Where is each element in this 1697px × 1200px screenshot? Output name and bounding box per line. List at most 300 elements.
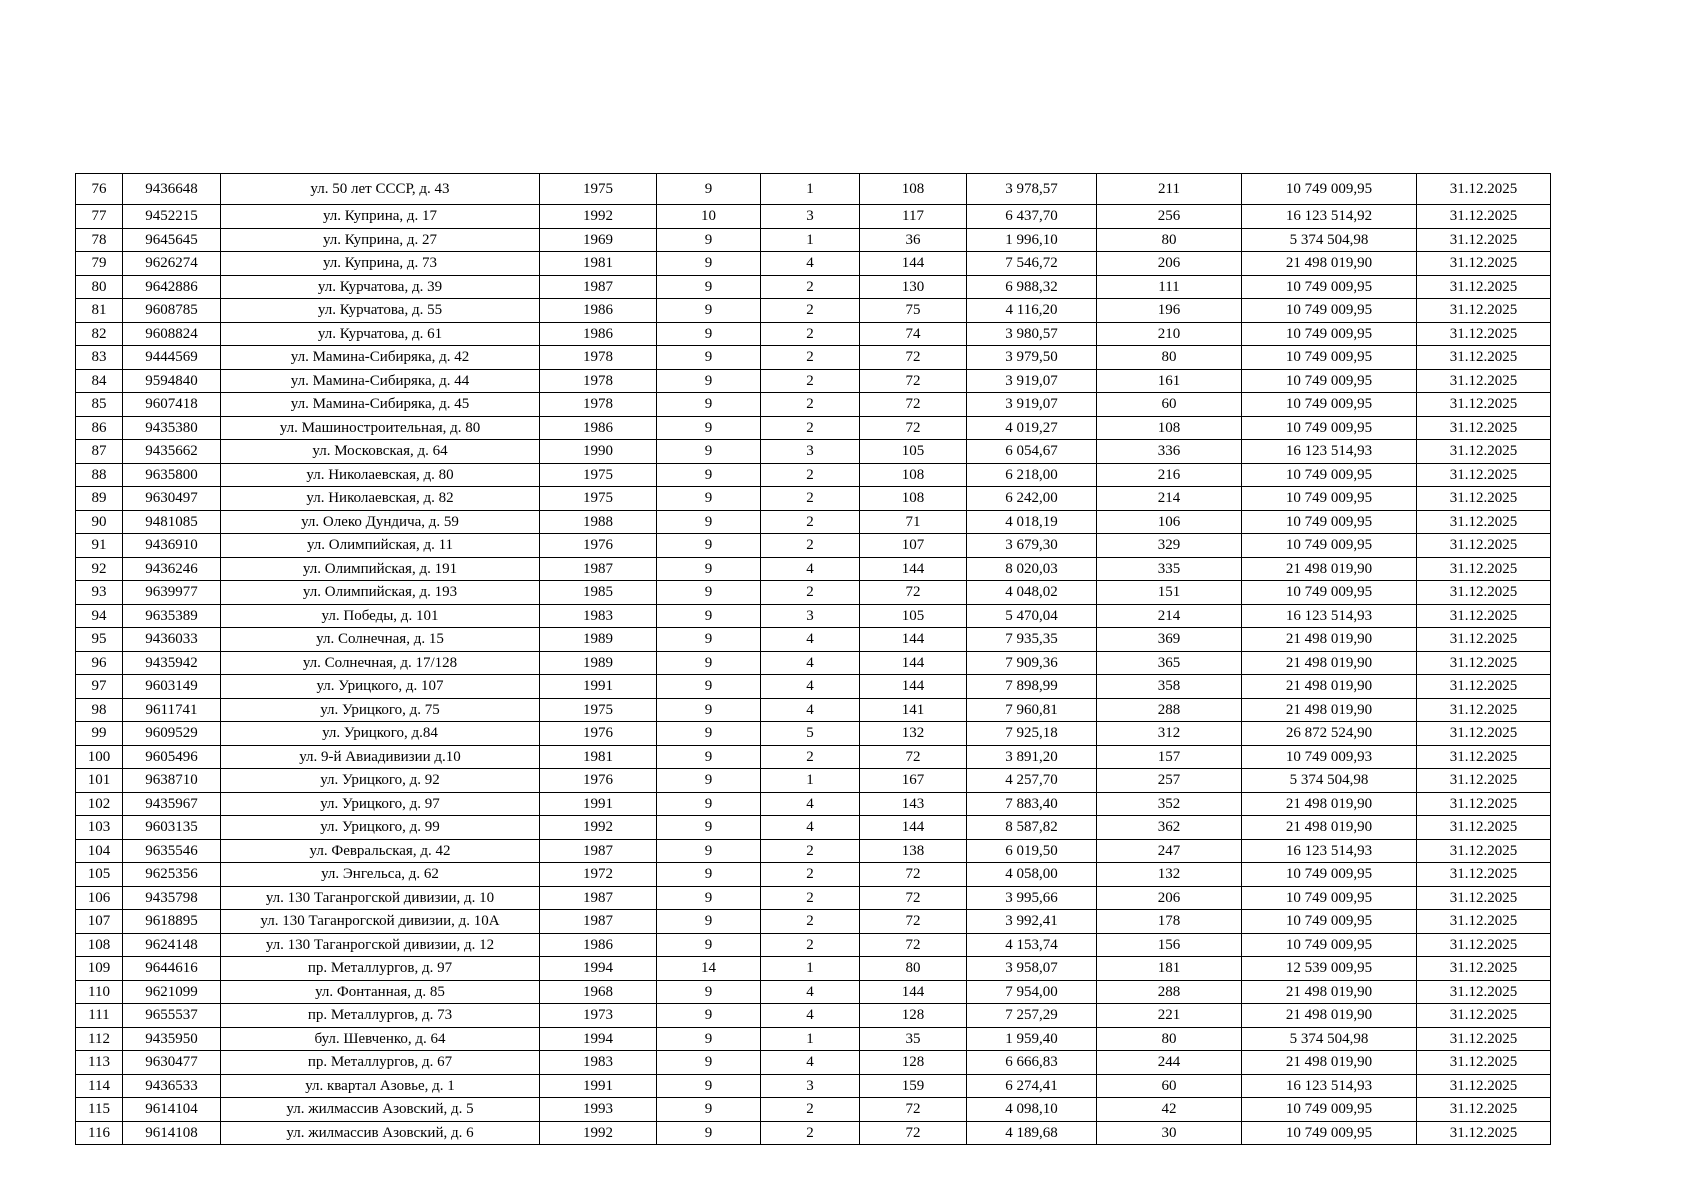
- object-id-cell: 9621099: [123, 980, 221, 1004]
- entrances-cell: 2: [761, 393, 860, 417]
- object-id-cell: 9436648: [123, 174, 221, 205]
- area-cell: 6 666,83: [967, 1051, 1097, 1075]
- address-cell: ул. Николаевская, д. 82: [221, 487, 540, 511]
- amount-cell: 21 498 019,90: [1242, 816, 1417, 840]
- address-cell: ул. Солнечная, д. 15: [221, 628, 540, 652]
- amount-cell: 10 749 009,95: [1242, 863, 1417, 887]
- area-cell: 7 954,00: [967, 980, 1097, 1004]
- row-number-cell: 86: [76, 416, 123, 440]
- residents-cell: 181: [1097, 957, 1242, 981]
- area-cell: 5 470,04: [967, 604, 1097, 628]
- apartments-cell: 72: [860, 1098, 967, 1122]
- row-number-cell: 77: [76, 205, 123, 229]
- year-built-cell: 1973: [540, 1004, 657, 1028]
- deadline-cell: 31.12.2025: [1417, 487, 1551, 511]
- entrances-cell: 2: [761, 1121, 860, 1145]
- floors-cell: 9: [657, 604, 761, 628]
- amount-cell: 26 872 524,90: [1242, 722, 1417, 746]
- year-built-cell: 1987: [540, 910, 657, 934]
- deadline-cell: 31.12.2025: [1417, 1051, 1551, 1075]
- amount-cell: 10 749 009,95: [1242, 534, 1417, 558]
- residents-cell: 111: [1097, 275, 1242, 299]
- table-row: [76, 510, 1551, 534]
- apartments-cell: 138: [860, 839, 967, 863]
- residents-cell: 369: [1097, 628, 1242, 652]
- amount-cell: 12 539 009,95: [1242, 957, 1417, 981]
- year-built-cell: 1986: [540, 322, 657, 346]
- table-row: [76, 416, 1551, 440]
- area-cell: 4 098,10: [967, 1098, 1097, 1122]
- floors-cell: 9: [657, 174, 761, 205]
- area-cell: 7 925,18: [967, 722, 1097, 746]
- object-id-cell: 9481085: [123, 510, 221, 534]
- year-built-cell: 1978: [540, 393, 657, 417]
- apartments-cell: 144: [860, 980, 967, 1004]
- address-cell: ул. Урицкого, д. 97: [221, 792, 540, 816]
- residents-cell: 30: [1097, 1121, 1242, 1145]
- floors-cell: 9: [657, 1074, 761, 1098]
- deadline-cell: 31.12.2025: [1417, 369, 1551, 393]
- area-cell: 4 189,68: [967, 1121, 1097, 1145]
- table-row: [76, 745, 1551, 769]
- residents-cell: 80: [1097, 228, 1242, 252]
- address-cell: ул. Мамина-Сибиряка, д. 42: [221, 346, 540, 370]
- deadline-cell: 31.12.2025: [1417, 651, 1551, 675]
- row-number-cell: 88: [76, 463, 123, 487]
- area-cell: 3 992,41: [967, 910, 1097, 934]
- residents-cell: 80: [1097, 1027, 1242, 1051]
- object-id-cell: 9452215: [123, 205, 221, 229]
- area-cell: 8 587,82: [967, 816, 1097, 840]
- address-cell: ул. Энгельса, д. 62: [221, 863, 540, 887]
- entrances-cell: 4: [761, 628, 860, 652]
- apartments-cell: 167: [860, 769, 967, 793]
- amount-cell: 21 498 019,90: [1242, 628, 1417, 652]
- entrances-cell: 5: [761, 722, 860, 746]
- apartments-cell: 108: [860, 463, 967, 487]
- deadline-cell: 31.12.2025: [1417, 299, 1551, 323]
- year-built-cell: 1987: [540, 557, 657, 581]
- residents-cell: 210: [1097, 322, 1242, 346]
- entrances-cell: 4: [761, 557, 860, 581]
- entrances-cell: 3: [761, 1074, 860, 1098]
- year-built-cell: 1976: [540, 722, 657, 746]
- table-row: [76, 863, 1551, 887]
- year-built-cell: 1976: [540, 534, 657, 558]
- floors-cell: 9: [657, 581, 761, 605]
- amount-cell: 10 749 009,95: [1242, 416, 1417, 440]
- deadline-cell: 31.12.2025: [1417, 675, 1551, 699]
- object-id-cell: 9608785: [123, 299, 221, 323]
- residents-cell: 80: [1097, 346, 1242, 370]
- entrances-cell: 2: [761, 510, 860, 534]
- object-id-cell: 9603149: [123, 675, 221, 699]
- residents-cell: 288: [1097, 980, 1242, 1004]
- row-number-cell: 87: [76, 440, 123, 464]
- area-cell: 6 054,67: [967, 440, 1097, 464]
- address-cell: ул. Куприна, д. 27: [221, 228, 540, 252]
- area-cell: 3 958,07: [967, 957, 1097, 981]
- deadline-cell: 31.12.2025: [1417, 745, 1551, 769]
- address-cell: ул. Машиностроительная, д. 80: [221, 416, 540, 440]
- residents-cell: 336: [1097, 440, 1242, 464]
- deadline-cell: 31.12.2025: [1417, 792, 1551, 816]
- row-number-cell: 106: [76, 886, 123, 910]
- deadline-cell: 31.12.2025: [1417, 1098, 1551, 1122]
- table-row: [76, 322, 1551, 346]
- deadline-cell: 31.12.2025: [1417, 910, 1551, 934]
- row-number-cell: 112: [76, 1027, 123, 1051]
- object-id-cell: 9605496: [123, 745, 221, 769]
- entrances-cell: 2: [761, 745, 860, 769]
- area-cell: 3 995,66: [967, 886, 1097, 910]
- table-body: [76, 174, 1551, 1145]
- address-cell: ул. Олимпийская, д. 191: [221, 557, 540, 581]
- year-built-cell: 1985: [540, 581, 657, 605]
- apartments-cell: 144: [860, 252, 967, 276]
- deadline-cell: 31.12.2025: [1417, 980, 1551, 1004]
- area-cell: 4 048,02: [967, 581, 1097, 605]
- address-cell: ул. 130 Таганрогской дивизии, д. 12: [221, 933, 540, 957]
- row-number-cell: 98: [76, 698, 123, 722]
- amount-cell: 10 749 009,95: [1242, 1098, 1417, 1122]
- amount-cell: 10 749 009,95: [1242, 346, 1417, 370]
- object-id-cell: 9645645: [123, 228, 221, 252]
- entrances-cell: 2: [761, 416, 860, 440]
- amount-cell: 10 749 009,95: [1242, 910, 1417, 934]
- floors-cell: 9: [657, 816, 761, 840]
- amount-cell: 10 749 009,95: [1242, 581, 1417, 605]
- apartments-cell: 72: [860, 393, 967, 417]
- object-id-cell: 9644616: [123, 957, 221, 981]
- year-built-cell: 1991: [540, 675, 657, 699]
- floors-cell: 9: [657, 863, 761, 887]
- floors-cell: 9: [657, 510, 761, 534]
- amount-cell: 5 374 504,98: [1242, 1027, 1417, 1051]
- address-cell: ул. Николаевская, д. 80: [221, 463, 540, 487]
- row-number-cell: 96: [76, 651, 123, 675]
- apartments-cell: 72: [860, 416, 967, 440]
- entrances-cell: 2: [761, 581, 860, 605]
- entrances-cell: 3: [761, 440, 860, 464]
- entrances-cell: 2: [761, 839, 860, 863]
- residents-cell: 257: [1097, 769, 1242, 793]
- residents-cell: 256: [1097, 205, 1242, 229]
- object-id-cell: 9444569: [123, 346, 221, 370]
- apartments-cell: 72: [860, 369, 967, 393]
- deadline-cell: 31.12.2025: [1417, 228, 1551, 252]
- year-built-cell: 1992: [540, 1121, 657, 1145]
- floors-cell: 9: [657, 1027, 761, 1051]
- apartments-cell: 144: [860, 557, 967, 581]
- address-cell: ул. жилмассив Азовский, д. 5: [221, 1098, 540, 1122]
- table-row: [76, 463, 1551, 487]
- floors-cell: 9: [657, 299, 761, 323]
- year-built-cell: 1981: [540, 252, 657, 276]
- table-row: [76, 1004, 1551, 1028]
- deadline-cell: 31.12.2025: [1417, 581, 1551, 605]
- amount-cell: 21 498 019,90: [1242, 980, 1417, 1004]
- table-row: [76, 604, 1551, 628]
- apartments-cell: 144: [860, 675, 967, 699]
- deadline-cell: 31.12.2025: [1417, 698, 1551, 722]
- row-number-cell: 83: [76, 346, 123, 370]
- object-id-cell: 9655537: [123, 1004, 221, 1028]
- area-cell: 7 257,29: [967, 1004, 1097, 1028]
- row-number-cell: 78: [76, 228, 123, 252]
- table-row: [76, 957, 1551, 981]
- year-built-cell: 1986: [540, 416, 657, 440]
- floors-cell: 9: [657, 463, 761, 487]
- apartments-cell: 72: [860, 863, 967, 887]
- table-row: [76, 651, 1551, 675]
- entrances-cell: 4: [761, 816, 860, 840]
- object-id-cell: 9435950: [123, 1027, 221, 1051]
- object-id-cell: 9436033: [123, 628, 221, 652]
- object-id-cell: 9626274: [123, 252, 221, 276]
- address-cell: ул. Фонтанная, д. 85: [221, 980, 540, 1004]
- entrances-cell: 3: [761, 205, 860, 229]
- table-row: [76, 581, 1551, 605]
- residents-cell: 329: [1097, 534, 1242, 558]
- table-row: [76, 369, 1551, 393]
- apartments-cell: 72: [860, 886, 967, 910]
- entrances-cell: 3: [761, 604, 860, 628]
- deadline-cell: 31.12.2025: [1417, 1004, 1551, 1028]
- address-cell: бул. Шевченко, д. 64: [221, 1027, 540, 1051]
- residents-cell: 221: [1097, 1004, 1242, 1028]
- floors-cell: 9: [657, 322, 761, 346]
- table-row: [76, 487, 1551, 511]
- deadline-cell: 31.12.2025: [1417, 604, 1551, 628]
- floors-cell: 9: [657, 910, 761, 934]
- deadline-cell: 31.12.2025: [1417, 628, 1551, 652]
- amount-cell: 10 749 009,95: [1242, 322, 1417, 346]
- residents-cell: 244: [1097, 1051, 1242, 1075]
- residents-cell: 151: [1097, 581, 1242, 605]
- row-number-cell: 115: [76, 1098, 123, 1122]
- floors-cell: 9: [657, 839, 761, 863]
- row-number-cell: 109: [76, 957, 123, 981]
- table-row: [76, 393, 1551, 417]
- area-cell: 1 959,40: [967, 1027, 1097, 1051]
- table-row: [76, 174, 1551, 205]
- area-cell: 6 274,41: [967, 1074, 1097, 1098]
- amount-cell: 10 749 009,95: [1242, 933, 1417, 957]
- address-cell: ул. Курчатова, д. 39: [221, 275, 540, 299]
- year-built-cell: 1981: [540, 745, 657, 769]
- table-row: [76, 933, 1551, 957]
- residents-cell: 214: [1097, 487, 1242, 511]
- row-number-cell: 101: [76, 769, 123, 793]
- address-cell: ул. Урицкого, д.84: [221, 722, 540, 746]
- residents-cell: 106: [1097, 510, 1242, 534]
- deadline-cell: 31.12.2025: [1417, 393, 1551, 417]
- entrances-cell: 4: [761, 698, 860, 722]
- residents-cell: 196: [1097, 299, 1242, 323]
- year-built-cell: 1991: [540, 1074, 657, 1098]
- area-cell: 6 988,32: [967, 275, 1097, 299]
- apartments-cell: 141: [860, 698, 967, 722]
- residents-cell: 362: [1097, 816, 1242, 840]
- deadline-cell: 31.12.2025: [1417, 1074, 1551, 1098]
- entrances-cell: 2: [761, 886, 860, 910]
- entrances-cell: 2: [761, 299, 860, 323]
- deadline-cell: 31.12.2025: [1417, 769, 1551, 793]
- residents-cell: 178: [1097, 910, 1242, 934]
- area-cell: 7 909,36: [967, 651, 1097, 675]
- entrances-cell: 1: [761, 957, 860, 981]
- row-number-cell: 79: [76, 252, 123, 276]
- area-cell: 6 242,00: [967, 487, 1097, 511]
- area-cell: 3 679,30: [967, 534, 1097, 558]
- deadline-cell: 31.12.2025: [1417, 534, 1551, 558]
- row-number-cell: 114: [76, 1074, 123, 1098]
- table-row: [76, 980, 1551, 1004]
- floors-cell: 9: [657, 651, 761, 675]
- amount-cell: 10 749 009,95: [1242, 174, 1417, 205]
- floors-cell: 9: [657, 628, 761, 652]
- amount-cell: 16 123 514,93: [1242, 839, 1417, 863]
- amount-cell: 16 123 514,93: [1242, 1074, 1417, 1098]
- floors-cell: 9: [657, 346, 761, 370]
- area-cell: 6 437,70: [967, 205, 1097, 229]
- area-cell: 4 019,27: [967, 416, 1097, 440]
- address-cell: ул. Олимпийская, д. 193: [221, 581, 540, 605]
- apartments-cell: 143: [860, 792, 967, 816]
- table-row: [76, 346, 1551, 370]
- object-id-cell: 9435967: [123, 792, 221, 816]
- apartments-cell: 130: [860, 275, 967, 299]
- row-number-cell: 82: [76, 322, 123, 346]
- object-id-cell: 9624148: [123, 933, 221, 957]
- object-id-cell: 9614108: [123, 1121, 221, 1145]
- object-id-cell: 9630477: [123, 1051, 221, 1075]
- year-built-cell: 1993: [540, 1098, 657, 1122]
- residents-cell: 132: [1097, 863, 1242, 887]
- object-id-cell: 9435662: [123, 440, 221, 464]
- entrances-cell: 1: [761, 228, 860, 252]
- area-cell: 4 153,74: [967, 933, 1097, 957]
- address-cell: ул. 9-й Авиадивизии д.10: [221, 745, 540, 769]
- apartments-cell: 128: [860, 1004, 967, 1028]
- address-cell: ул. Курчатова, д. 61: [221, 322, 540, 346]
- table-row: [76, 534, 1551, 558]
- table-row: [76, 769, 1551, 793]
- area-cell: 4 018,19: [967, 510, 1097, 534]
- year-built-cell: 1968: [540, 980, 657, 1004]
- object-id-cell: 9642886: [123, 275, 221, 299]
- deadline-cell: 31.12.2025: [1417, 440, 1551, 464]
- address-cell: ул. Февральская, д. 42: [221, 839, 540, 863]
- amount-cell: 10 749 009,95: [1242, 886, 1417, 910]
- table-row: [76, 886, 1551, 910]
- row-number-cell: 104: [76, 839, 123, 863]
- amount-cell: 16 123 514,93: [1242, 440, 1417, 464]
- row-number-cell: 91: [76, 534, 123, 558]
- year-built-cell: 1983: [540, 604, 657, 628]
- floors-cell: 9: [657, 792, 761, 816]
- residents-cell: 60: [1097, 1074, 1242, 1098]
- apartments-cell: 72: [860, 346, 967, 370]
- year-built-cell: 1978: [540, 369, 657, 393]
- object-id-cell: 9630497: [123, 487, 221, 511]
- entrances-cell: 1: [761, 1027, 860, 1051]
- floors-cell: 14: [657, 957, 761, 981]
- floors-cell: 10: [657, 205, 761, 229]
- area-cell: 3 980,57: [967, 322, 1097, 346]
- apartments-cell: 75: [860, 299, 967, 323]
- object-id-cell: 9436910: [123, 534, 221, 558]
- row-number-cell: 85: [76, 393, 123, 417]
- floors-cell: 9: [657, 487, 761, 511]
- amount-cell: 21 498 019,90: [1242, 792, 1417, 816]
- amount-cell: 10 749 009,95: [1242, 510, 1417, 534]
- row-number-cell: 110: [76, 980, 123, 1004]
- table-row: [76, 792, 1551, 816]
- area-cell: 3 919,07: [967, 393, 1097, 417]
- area-cell: 8 020,03: [967, 557, 1097, 581]
- row-number-cell: 100: [76, 745, 123, 769]
- amount-cell: 10 749 009,95: [1242, 275, 1417, 299]
- address-cell: ул. 130 Таганрогской дивизии, д. 10А: [221, 910, 540, 934]
- apartments-cell: 144: [860, 628, 967, 652]
- object-id-cell: 9639977: [123, 581, 221, 605]
- amount-cell: 10 749 009,95: [1242, 299, 1417, 323]
- amount-cell: 5 374 504,98: [1242, 769, 1417, 793]
- table-row: [76, 205, 1551, 229]
- area-cell: 7 546,72: [967, 252, 1097, 276]
- deadline-cell: 31.12.2025: [1417, 346, 1551, 370]
- apartments-cell: 132: [860, 722, 967, 746]
- address-cell: ул. Победы, д. 101: [221, 604, 540, 628]
- year-built-cell: 1994: [540, 1027, 657, 1051]
- residents-cell: 214: [1097, 604, 1242, 628]
- area-cell: 7 898,99: [967, 675, 1097, 699]
- amount-cell: 21 498 019,90: [1242, 675, 1417, 699]
- object-id-cell: 9611741: [123, 698, 221, 722]
- address-cell: ул. Урицкого, д. 92: [221, 769, 540, 793]
- area-cell: 7 935,35: [967, 628, 1097, 652]
- table-row: [76, 816, 1551, 840]
- year-built-cell: 1986: [540, 933, 657, 957]
- deadline-cell: 31.12.2025: [1417, 322, 1551, 346]
- row-number-cell: 99: [76, 722, 123, 746]
- floors-cell: 9: [657, 1051, 761, 1075]
- address-cell: ул. Мамина-Сибиряка, д. 45: [221, 393, 540, 417]
- deadline-cell: 31.12.2025: [1417, 1027, 1551, 1051]
- object-id-cell: 9435798: [123, 886, 221, 910]
- table-row: [76, 910, 1551, 934]
- area-cell: 3 979,50: [967, 346, 1097, 370]
- object-id-cell: 9608824: [123, 322, 221, 346]
- floors-cell: 9: [657, 933, 761, 957]
- table-row: [76, 1051, 1551, 1075]
- address-cell: ул. Олимпийская, д. 11: [221, 534, 540, 558]
- area-cell: 7 960,81: [967, 698, 1097, 722]
- year-built-cell: 1975: [540, 463, 657, 487]
- year-built-cell: 1989: [540, 651, 657, 675]
- floors-cell: 9: [657, 228, 761, 252]
- apartments-cell: 72: [860, 1121, 967, 1145]
- floors-cell: 9: [657, 722, 761, 746]
- floors-cell: 9: [657, 1098, 761, 1122]
- amount-cell: 5 374 504,98: [1242, 228, 1417, 252]
- object-id-cell: 9638710: [123, 769, 221, 793]
- row-number-cell: 103: [76, 816, 123, 840]
- amount-cell: 21 498 019,90: [1242, 1004, 1417, 1028]
- year-built-cell: 1969: [540, 228, 657, 252]
